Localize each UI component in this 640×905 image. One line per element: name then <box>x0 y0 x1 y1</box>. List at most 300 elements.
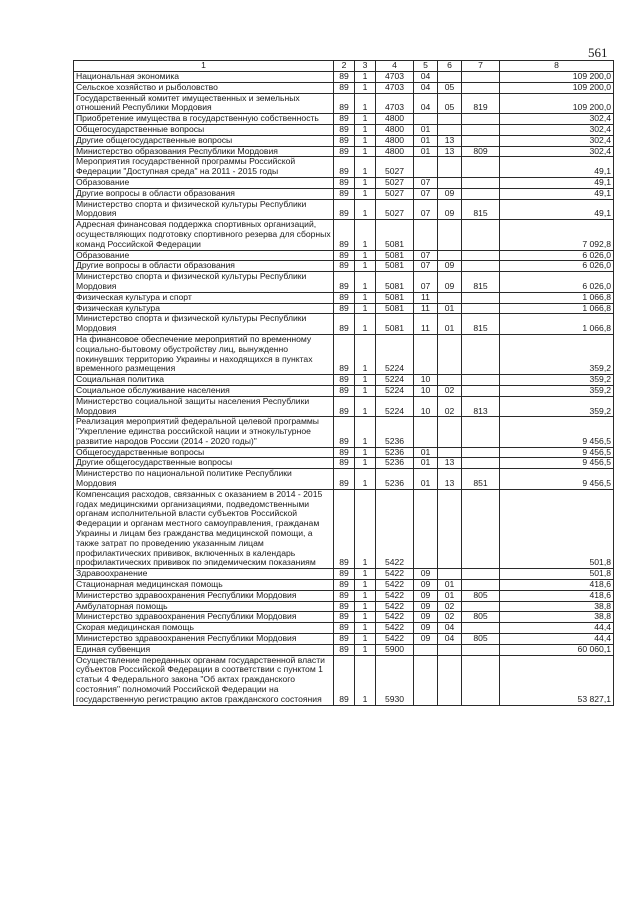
cell-code-section: 01 <box>414 124 438 135</box>
cell-item-name: Приобретение имущества в государственную собственность <box>74 114 334 125</box>
cell-code-agency <box>462 124 500 135</box>
cell-code-section: 09 <box>414 623 438 634</box>
cell-code-target: 5236 <box>376 469 414 490</box>
column-header: 7 <box>462 61 500 72</box>
cell-code-rz2: 1 <box>355 385 376 396</box>
cell-code-agency: 851 <box>462 469 500 490</box>
cell-code-agency <box>462 623 500 634</box>
cell-code-section: 11 <box>414 314 438 335</box>
cell-code-rz1: 89 <box>334 634 355 645</box>
cell-code-subsection: 09 <box>438 272 462 293</box>
budget-table <box>73 60 614 706</box>
cell-item-name: Национальная экономика <box>74 72 334 83</box>
cell-code-target: 5900 <box>376 644 414 655</box>
cell-code-subsection: 01 <box>438 303 462 314</box>
cell-code-target: 5422 <box>376 489 414 568</box>
cell-code-subsection <box>438 292 462 303</box>
cell-item-name: Реализация мероприятий федеральной целевой программы "Укрепление единства российской нации и этнокультурное развитие народов России (2014 - 2020 годы)" <box>74 417 334 447</box>
cell-code-target: 5422 <box>376 601 414 612</box>
cell-code-subsection: 02 <box>438 396 462 417</box>
cell-item-name: Осуществление переданных органам государственной власти субъектов Российской Федерации в соответствии с пунктом 1 статьи 4 Федерального закона "Об актах гражданского состояния" полномочий Российской Федерации на государственную регистрацию актов гражданского состояния <box>74 655 334 705</box>
cell-item-name: Министерство здравоохранения Республики Мордовия <box>74 590 334 601</box>
cell-code-target: 5224 <box>376 385 414 396</box>
cell-code-rz2: 1 <box>355 199 376 220</box>
cell-code-section: 09 <box>414 569 438 580</box>
cell-item-name: Образование <box>74 250 334 261</box>
cell-code-agency: 805 <box>462 634 500 645</box>
cell-amount: 302,4 <box>500 146 614 157</box>
table-row <box>74 261 614 272</box>
cell-code-rz1: 89 <box>334 250 355 261</box>
cell-amount: 38,8 <box>500 601 614 612</box>
table-row <box>74 177 614 188</box>
cell-item-name: Министерство социальной защиты населения Республики Мордовия <box>74 396 334 417</box>
cell-amount: 44,4 <box>500 623 614 634</box>
cell-code-section: 04 <box>414 93 438 114</box>
table-row <box>74 292 614 303</box>
cell-code-section <box>414 644 438 655</box>
cell-code-rz2: 1 <box>355 157 376 178</box>
cell-item-name: Физическая культура и спорт <box>74 292 334 303</box>
cell-code-agency <box>462 458 500 469</box>
cell-code-subsection <box>438 124 462 135</box>
cell-code-rz1: 89 <box>334 157 355 178</box>
cell-code-target: 5224 <box>376 334 414 374</box>
column-header: 5 <box>414 61 438 72</box>
table-row <box>74 634 614 645</box>
cell-code-agency <box>462 655 500 705</box>
cell-code-subsection: 04 <box>438 623 462 634</box>
table-row <box>74 314 614 335</box>
cell-amount: 109 200,0 <box>500 82 614 93</box>
cell-amount: 109 200,0 <box>500 93 614 114</box>
table-row <box>74 590 614 601</box>
table-row <box>74 188 614 199</box>
cell-code-subsection <box>438 157 462 178</box>
cell-code-subsection <box>438 220 462 250</box>
cell-code-agency <box>462 385 500 396</box>
cell-code-section: 09 <box>414 601 438 612</box>
cell-code-subsection <box>438 375 462 386</box>
cell-code-rz2: 1 <box>355 623 376 634</box>
cell-code-rz2: 1 <box>355 314 376 335</box>
cell-code-section: 01 <box>414 447 438 458</box>
column-header: 1 <box>74 61 334 72</box>
cell-code-rz2: 1 <box>355 82 376 93</box>
cell-amount: 9 456,5 <box>500 447 614 458</box>
cell-code-target: 5236 <box>376 447 414 458</box>
table-row <box>74 612 614 623</box>
cell-code-agency: 805 <box>462 612 500 623</box>
cell-code-subsection <box>438 655 462 705</box>
cell-code-rz1: 89 <box>334 292 355 303</box>
cell-code-section <box>414 489 438 568</box>
cell-code-agency <box>462 177 500 188</box>
table-row <box>74 489 614 568</box>
table-row <box>74 272 614 293</box>
cell-code-subsection <box>438 489 462 568</box>
cell-code-agency <box>462 447 500 458</box>
cell-code-agency <box>462 82 500 93</box>
cell-code-rz1: 89 <box>334 334 355 374</box>
cell-code-section: 01 <box>414 469 438 490</box>
cell-code-target: 4800 <box>376 124 414 135</box>
table-body <box>74 72 614 706</box>
cell-amount: 302,4 <box>500 114 614 125</box>
cell-code-target: 5422 <box>376 569 414 580</box>
cell-item-name: Стационарная медицинская помощь <box>74 580 334 591</box>
cell-amount: 302,4 <box>500 135 614 146</box>
cell-item-name: Единая субвенция <box>74 644 334 655</box>
cell-code-target: 5081 <box>376 303 414 314</box>
cell-code-rz1: 89 <box>334 72 355 83</box>
cell-code-section: 07 <box>414 188 438 199</box>
cell-code-section: 09 <box>414 634 438 645</box>
cell-code-rz2: 1 <box>355 489 376 568</box>
cell-code-section: 01 <box>414 146 438 157</box>
table-row <box>74 146 614 157</box>
cell-code-rz2: 1 <box>355 644 376 655</box>
table-row <box>74 655 614 705</box>
cell-code-agency <box>462 417 500 447</box>
cell-code-subsection: 05 <box>438 82 462 93</box>
cell-code-subsection: 13 <box>438 146 462 157</box>
cell-code-rz2: 1 <box>355 601 376 612</box>
cell-code-section: 09 <box>414 590 438 601</box>
cell-code-target: 5027 <box>376 199 414 220</box>
cell-item-name: Образование <box>74 177 334 188</box>
cell-code-agency: 815 <box>462 314 500 335</box>
cell-code-rz2: 1 <box>355 93 376 114</box>
cell-code-agency <box>462 303 500 314</box>
cell-item-name: Компенсация расходов, связанных с оказанием в 2014 - 2015 годах медицинскими организациями, подведомственными органам исполнительной власти субъектов Российской Федерации и органам местного самоуправления, гражданам Украины и лицам без гражданства медицинской помощи, а также затрат по проведению указанным лицам профилактических прививок, включенных в календарь профилактических прививок по эпидемическим показаниям <box>74 489 334 568</box>
cell-amount: 6 026,0 <box>500 250 614 261</box>
cell-code-agency: 809 <box>462 146 500 157</box>
table-row <box>74 334 614 374</box>
cell-code-target: 5081 <box>376 272 414 293</box>
cell-code-rz1: 89 <box>334 623 355 634</box>
cell-code-rz2: 1 <box>355 303 376 314</box>
cell-code-subsection: 01 <box>438 314 462 335</box>
cell-amount: 9 456,5 <box>500 469 614 490</box>
cell-code-subsection: 01 <box>438 590 462 601</box>
cell-amount: 418,6 <box>500 590 614 601</box>
cell-code-rz2: 1 <box>355 114 376 125</box>
cell-code-rz1: 89 <box>334 272 355 293</box>
table-row <box>74 644 614 655</box>
cell-code-agency: 805 <box>462 590 500 601</box>
cell-amount: 501,8 <box>500 489 614 568</box>
cell-item-name: Министерство спорта и физической культуры Республики Мордовия <box>74 314 334 335</box>
cell-item-name: Другие вопросы в области образования <box>74 261 334 272</box>
cell-code-target: 5081 <box>376 220 414 250</box>
cell-code-target: 4800 <box>376 146 414 157</box>
cell-code-agency: 819 <box>462 93 500 114</box>
cell-code-target: 5027 <box>376 157 414 178</box>
cell-code-target: 5081 <box>376 314 414 335</box>
cell-code-section <box>414 157 438 178</box>
cell-code-target: 4800 <box>376 114 414 125</box>
cell-code-rz1: 89 <box>334 93 355 114</box>
cell-code-rz2: 1 <box>355 375 376 386</box>
cell-amount: 359,2 <box>500 375 614 386</box>
cell-code-rz2: 1 <box>355 655 376 705</box>
cell-code-section <box>414 655 438 705</box>
cell-code-section: 01 <box>414 458 438 469</box>
cell-amount: 7 092,8 <box>500 220 614 250</box>
table-row <box>74 220 614 250</box>
cell-code-rz2: 1 <box>355 135 376 146</box>
cell-code-rz2: 1 <box>355 250 376 261</box>
cell-code-rz1: 89 <box>334 417 355 447</box>
cell-code-rz2: 1 <box>355 458 376 469</box>
cell-code-rz1: 89 <box>334 124 355 135</box>
cell-amount: 359,2 <box>500 385 614 396</box>
cell-code-target: 5224 <box>376 375 414 386</box>
cell-item-name: Другие общегосударственные вопросы <box>74 135 334 146</box>
cell-code-rz2: 1 <box>355 261 376 272</box>
cell-code-section: 07 <box>414 250 438 261</box>
cell-code-agency <box>462 569 500 580</box>
cell-item-name: Здравоохранение <box>74 569 334 580</box>
cell-code-rz1: 89 <box>334 303 355 314</box>
table-row <box>74 114 614 125</box>
cell-item-name: Физическая культура <box>74 303 334 314</box>
table-row <box>74 469 614 490</box>
cell-code-agency <box>462 220 500 250</box>
cell-code-rz1: 89 <box>334 396 355 417</box>
cell-code-section: 04 <box>414 72 438 83</box>
cell-code-target: 5422 <box>376 623 414 634</box>
cell-code-rz2: 1 <box>355 590 376 601</box>
cell-code-rz2: 1 <box>355 272 376 293</box>
cell-code-target: 5027 <box>376 177 414 188</box>
cell-item-name: Другие вопросы в области образования <box>74 188 334 199</box>
cell-code-subsection: 02 <box>438 385 462 396</box>
cell-code-agency <box>462 644 500 655</box>
table-row <box>74 623 614 634</box>
cell-code-subsection: 09 <box>438 261 462 272</box>
cell-code-target: 4800 <box>376 135 414 146</box>
cell-code-rz2: 1 <box>355 447 376 458</box>
cell-code-section: 10 <box>414 375 438 386</box>
cell-code-section: 09 <box>414 580 438 591</box>
cell-code-target: 5224 <box>376 396 414 417</box>
cell-code-rz1: 89 <box>334 82 355 93</box>
cell-code-subsection: 02 <box>438 601 462 612</box>
cell-item-name: Общегосударственные вопросы <box>74 124 334 135</box>
cell-amount: 9 456,5 <box>500 458 614 469</box>
table-row <box>74 199 614 220</box>
cell-code-agency <box>462 580 500 591</box>
cell-code-target: 4703 <box>376 82 414 93</box>
cell-amount: 49,1 <box>500 199 614 220</box>
cell-code-section <box>414 334 438 374</box>
cell-code-subsection <box>438 72 462 83</box>
cell-code-rz1: 89 <box>334 469 355 490</box>
cell-code-agency <box>462 261 500 272</box>
table-row <box>74 569 614 580</box>
cell-item-name: Министерство спорта и физической культуры Республики Мордовия <box>74 272 334 293</box>
cell-code-section: 09 <box>414 612 438 623</box>
cell-code-target: 5422 <box>376 580 414 591</box>
cell-code-rz1: 89 <box>334 655 355 705</box>
cell-code-rz2: 1 <box>355 177 376 188</box>
cell-code-agency <box>462 72 500 83</box>
table-row <box>74 375 614 386</box>
cell-code-subsection <box>438 114 462 125</box>
cell-amount: 418,6 <box>500 580 614 591</box>
cell-item-name: Социальная политика <box>74 375 334 386</box>
cell-amount: 9 456,5 <box>500 417 614 447</box>
cell-code-target: 5930 <box>376 655 414 705</box>
cell-code-section: 04 <box>414 82 438 93</box>
cell-code-rz1: 89 <box>334 220 355 250</box>
cell-code-target: 5236 <box>376 458 414 469</box>
cell-code-rz1: 89 <box>334 385 355 396</box>
cell-code-section: 01 <box>414 135 438 146</box>
cell-code-rz1: 89 <box>334 458 355 469</box>
column-header: 8 <box>500 61 614 72</box>
cell-code-section <box>414 220 438 250</box>
cell-code-target: 4703 <box>376 72 414 83</box>
cell-code-subsection: 02 <box>438 612 462 623</box>
cell-item-name: Министерство образования Республики Мордовия <box>74 146 334 157</box>
cell-code-rz1: 89 <box>334 114 355 125</box>
cell-code-rz2: 1 <box>355 124 376 135</box>
cell-code-target: 5081 <box>376 261 414 272</box>
cell-code-agency: 813 <box>462 396 500 417</box>
cell-code-rz2: 1 <box>355 146 376 157</box>
cell-code-subsection: 09 <box>438 188 462 199</box>
cell-code-rz1: 89 <box>334 580 355 591</box>
cell-amount: 60 060,1 <box>500 644 614 655</box>
cell-code-section <box>414 417 438 447</box>
column-header: 3 <box>355 61 376 72</box>
cell-code-rz2: 1 <box>355 469 376 490</box>
table-row <box>74 157 614 178</box>
cell-code-target: 5236 <box>376 417 414 447</box>
cell-amount: 53 827,1 <box>500 655 614 705</box>
cell-code-target: 5081 <box>376 292 414 303</box>
cell-item-name: Министерство по национальной политике Республики Мордовия <box>74 469 334 490</box>
cell-amount: 1 066,8 <box>500 292 614 303</box>
table-row <box>74 93 614 114</box>
cell-amount: 49,1 <box>500 177 614 188</box>
cell-code-subsection <box>438 569 462 580</box>
cell-code-rz2: 1 <box>355 569 376 580</box>
cell-item-name: Сельское хозяйство и рыболовство <box>74 82 334 93</box>
cell-code-rz1: 89 <box>334 188 355 199</box>
cell-code-target: 4703 <box>376 93 414 114</box>
cell-item-name: Министерство здравоохранения Республики Мордовия <box>74 634 334 645</box>
cell-code-subsection <box>438 417 462 447</box>
cell-item-name: Министерство спорта и физической культуры Республики Мордовия <box>74 199 334 220</box>
cell-item-name: Государственный комитет имущественных и земельных отношений Республики Мордовия <box>74 93 334 114</box>
cell-code-subsection: 13 <box>438 469 462 490</box>
cell-code-section: 10 <box>414 396 438 417</box>
cell-item-name: Социальное обслуживание населения <box>74 385 334 396</box>
cell-item-name: Министерство здравоохранения Республики Мордовия <box>74 612 334 623</box>
column-header: 6 <box>438 61 462 72</box>
cell-item-name: Мероприятия государственной программы Российской Федерации "Доступная среда" на 2011 - 2015 годы <box>74 157 334 178</box>
cell-amount: 359,2 <box>500 396 614 417</box>
cell-code-agency <box>462 157 500 178</box>
cell-code-rz1: 89 <box>334 644 355 655</box>
cell-code-rz1: 89 <box>334 135 355 146</box>
table-row <box>74 135 614 146</box>
cell-item-name: Амбулаторная помощь <box>74 601 334 612</box>
cell-code-subsection <box>438 250 462 261</box>
cell-code-target: 5422 <box>376 612 414 623</box>
table-row <box>74 601 614 612</box>
table-header-row <box>74 61 614 72</box>
table-row <box>74 82 614 93</box>
cell-code-subsection <box>438 644 462 655</box>
cell-item-name: Скорая медицинская помощь <box>74 623 334 634</box>
cell-amount: 1 066,8 <box>500 303 614 314</box>
cell-code-agency <box>462 375 500 386</box>
cell-code-rz1: 89 <box>334 569 355 580</box>
cell-code-agency <box>462 489 500 568</box>
cell-code-target: 5027 <box>376 188 414 199</box>
cell-code-rz1: 89 <box>334 261 355 272</box>
cell-code-section: 07 <box>414 177 438 188</box>
table-row <box>74 250 614 261</box>
cell-code-agency <box>462 250 500 261</box>
cell-amount: 49,1 <box>500 188 614 199</box>
cell-amount: 501,8 <box>500 569 614 580</box>
cell-code-rz1: 89 <box>334 314 355 335</box>
cell-code-rz1: 89 <box>334 447 355 458</box>
cell-code-agency <box>462 334 500 374</box>
cell-code-agency <box>462 188 500 199</box>
cell-amount: 49,1 <box>500 157 614 178</box>
cell-amount: 6 026,0 <box>500 272 614 293</box>
cell-code-subsection: 04 <box>438 634 462 645</box>
cell-code-rz1: 89 <box>334 199 355 220</box>
cell-code-section <box>414 114 438 125</box>
cell-code-subsection <box>438 447 462 458</box>
cell-code-subsection: 09 <box>438 199 462 220</box>
cell-code-target: 5422 <box>376 634 414 645</box>
page-number: 561 <box>588 45 608 60</box>
cell-code-rz1: 89 <box>334 146 355 157</box>
cell-code-section: 07 <box>414 272 438 293</box>
cell-item-name: Другие общегосударственные вопросы <box>74 458 334 469</box>
cell-code-agency: 815 <box>462 199 500 220</box>
cell-amount: 359,2 <box>500 334 614 374</box>
cell-code-rz2: 1 <box>355 334 376 374</box>
cell-code-agency <box>462 601 500 612</box>
cell-item-name: Адресная финансовая поддержка спортивных организаций, осуществляющих подготовку спортивного резерва для сборных команд Российской Федерации <box>74 220 334 250</box>
cell-code-rz1: 89 <box>334 489 355 568</box>
table-row <box>74 72 614 83</box>
cell-code-rz1: 89 <box>334 590 355 601</box>
table-row <box>74 447 614 458</box>
cell-code-rz2: 1 <box>355 634 376 645</box>
table-row <box>74 417 614 447</box>
column-header: 4 <box>376 61 414 72</box>
cell-code-target: 5422 <box>376 590 414 601</box>
cell-code-agency: 815 <box>462 272 500 293</box>
cell-amount: 302,4 <box>500 124 614 135</box>
cell-code-agency <box>462 135 500 146</box>
cell-amount: 6 026,0 <box>500 261 614 272</box>
table-row <box>74 303 614 314</box>
cell-code-rz2: 1 <box>355 188 376 199</box>
cell-code-rz2: 1 <box>355 580 376 591</box>
